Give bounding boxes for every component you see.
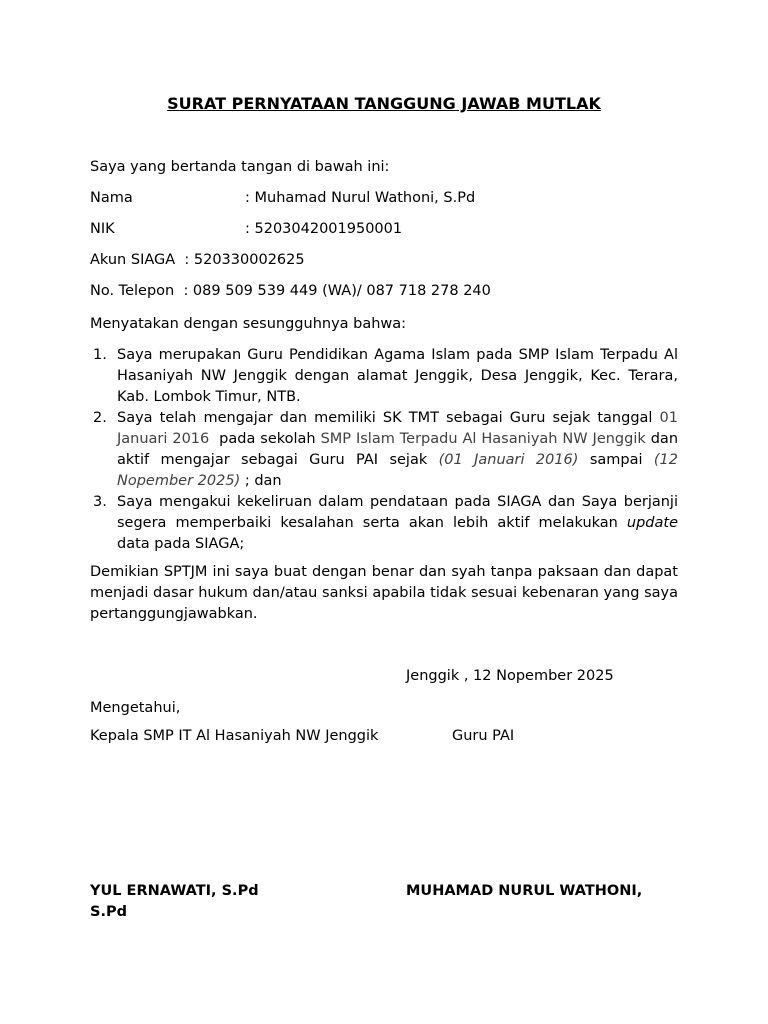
list-text: dan aktif mengajar sebagai Guru PAI sejak <box>117 431 679 468</box>
list-text: Saya telah mengajar dan memiliki SK TMT sebagai Guru sejak tanggal <box>117 410 660 426</box>
school-name: SMP Islam Terpadu Al Hasaniyah NW Jenggik <box>320 431 646 447</box>
siaga-label: Akun SIAGA <box>90 252 176 268</box>
list-number: 2. <box>93 410 107 426</box>
list-item <box>90 408 678 492</box>
list-text: data pada SIAGA; <box>117 536 245 552</box>
nama-label: Nama <box>90 190 133 206</box>
siaga-row <box>90 250 305 271</box>
nik-value: : 5203042001950001 <box>245 221 403 237</box>
emphasis-text: update <box>626 515 678 531</box>
telepon-row <box>90 281 491 302</box>
list-item <box>90 345 678 408</box>
siaga-value: : 520330002625 <box>184 252 305 268</box>
list-number: 3. <box>93 494 107 510</box>
closing-paragraph: Demikian SPTJM ini saya buat dengan benar dan syah tanpa paksaan dan dapat menjadi dasar hukum dan/atau sanksi apabila tidak sesuai kebenaran yang saya pertanggungjawabkan. <box>90 564 678 622</box>
telepon-value: : 089 509 539 449 (WA)/ 087 718 278 240 <box>183 283 491 299</box>
nama-value: : Muhamad Nurul Wathoni, S.Pd <box>245 190 476 206</box>
list-text: Saya mengakui kekeliruan dalam pendataan pada SIAGA dan Saya berjanji segera memperbaiki kesalahan serta akan lebih aktif melakukan <box>117 494 678 531</box>
list-text: sampai <box>578 452 654 468</box>
teacher-signatory-suffix: S.Pd <box>90 904 127 920</box>
principal-signatory: YUL ERNAWATI, S.Pd <box>90 883 259 899</box>
list-text: ; dan <box>240 473 282 489</box>
telepon-label: No. Telepon <box>90 283 175 299</box>
list-number: 1. <box>93 347 107 363</box>
nik-label: NIK <box>90 221 115 237</box>
intro-text: Saya yang bertanda tangan di bawah ini: <box>90 159 390 175</box>
statement-lead: Menyatakan dengan sesungguhnya bahwa: <box>90 316 407 332</box>
teaching-until: (12 Nopember 2025) <box>117 452 678 489</box>
sk-date: 01 Januari 2016 <box>117 410 678 447</box>
teaching-since: (01 Januari 2016) <box>438 452 579 468</box>
place-date: Jenggik , 12 Nopember 2025 <box>406 668 614 684</box>
list-text: Saya merupakan Guru Pendidikan Agama Islam pada SMP Islam Terpadu Al Hasaniyah NW Jenggik dengan alamat Jenggik, Desa Jenggik, Kec. Terara, Kab. Lombok Timur, NTB. <box>117 347 678 405</box>
teacher-signatory: MUHAMAD NURUL WATHONI, <box>406 883 643 899</box>
list-text: pada sekolah <box>209 431 321 447</box>
acknowledged-label: Mengetahui, <box>90 700 181 716</box>
principal-role: Kepala SMP IT Al Hasaniyah NW Jenggik <box>90 728 379 744</box>
document-title: SURAT PERNYATAAN TANGGUNG JAWAB MUTLAK <box>167 94 601 113</box>
statement-list <box>90 345 678 555</box>
list-item <box>90 492 678 555</box>
teacher-role: Guru PAI <box>452 728 515 744</box>
